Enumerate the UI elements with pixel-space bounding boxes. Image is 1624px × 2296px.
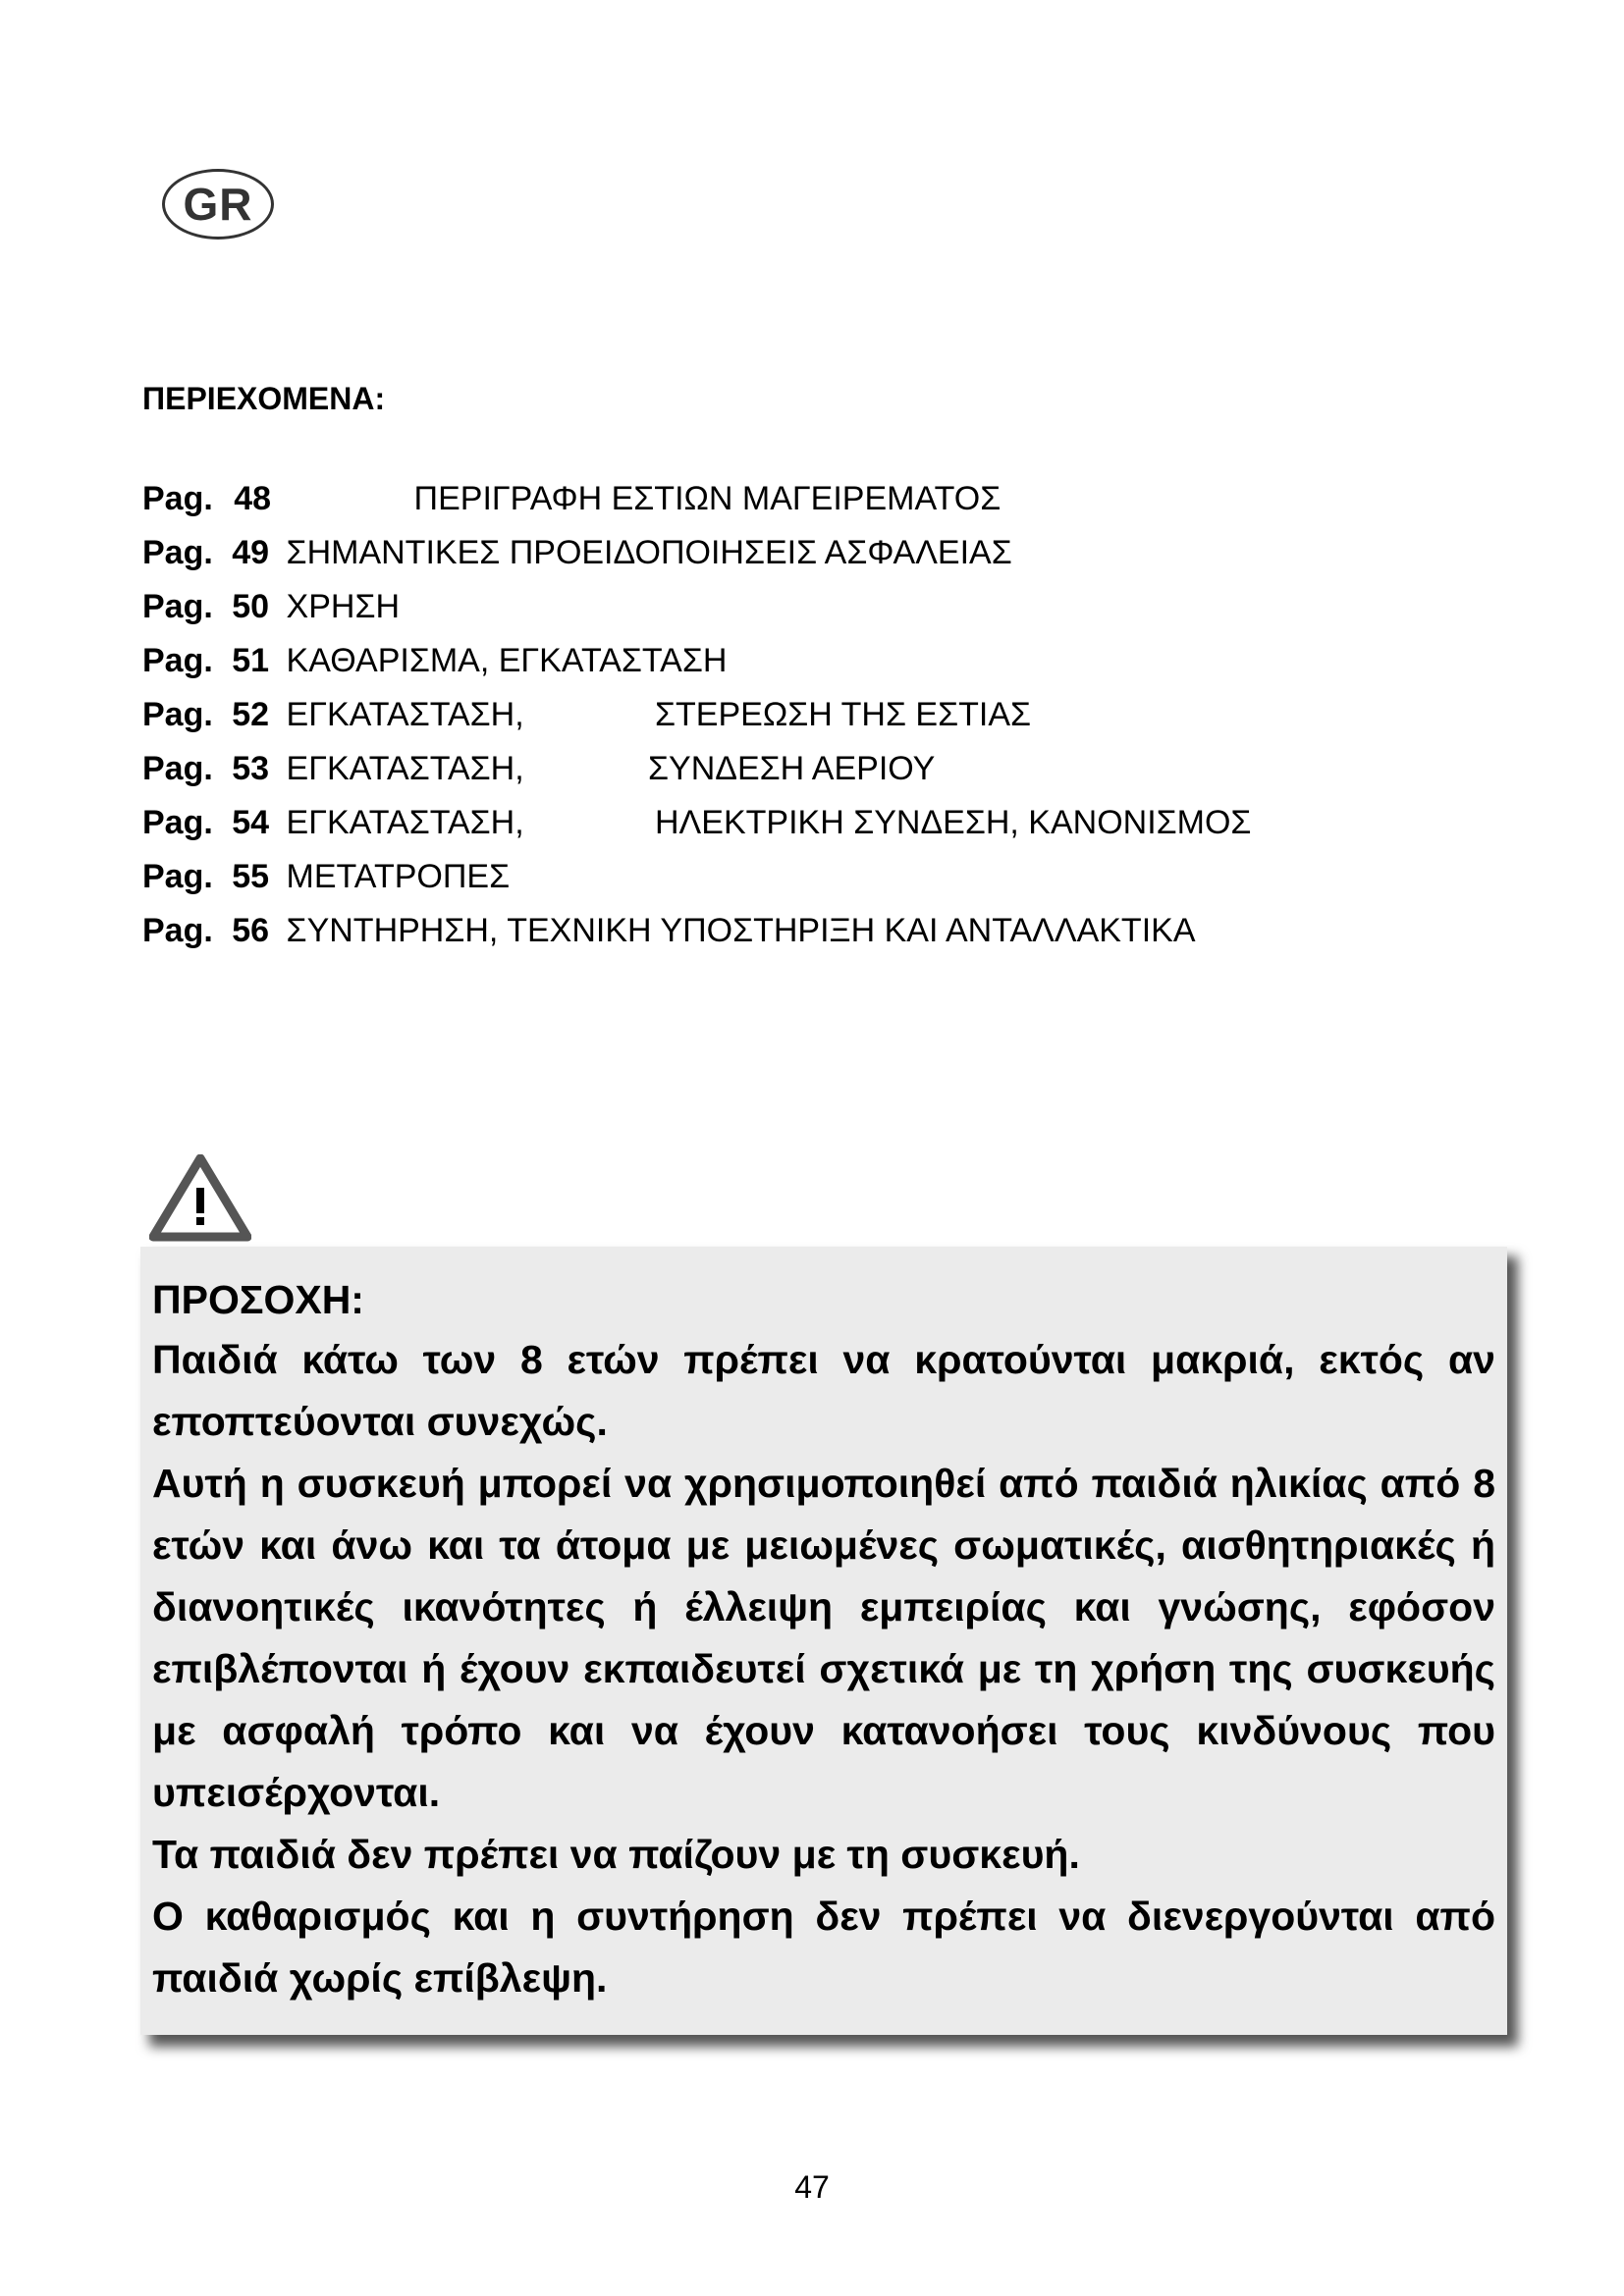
toc-pag-label: Pag. [142,642,213,679]
safety-notice [140,1247,1507,2035]
toc-entry-text: ΕΓΚΑΤΑΣΤΑΣΗ, [286,804,524,841]
page-number: 47 [794,2169,830,2205]
country-badge [162,169,274,240]
toc-page-number: 54 [232,804,270,841]
toc-entry-text: ΜΕΤΑΤΡΟΠΕΣ [286,858,511,895]
toc-entry-text: ΕΓΚΑΤΑΣΤΑΣΗ, [286,696,524,733]
toc-entry [142,587,400,626]
toc-page-number: 52 [232,696,270,733]
toc-pag-label: Pag. [142,588,213,625]
toc-entry [142,803,1252,842]
notice-paragraph: Αυτή η συσκευή μπορεί να χρησιμοποιηθεί από παιδιά ηλικίας από 8 ετών και άνω και τα άτομα με μειωμένες σωματικές, αισθητηριακές ή διανοητικές ικανότητες ή έλλειψη εμπειρίας και γνώσης, εφόσον επιβλέπονται ή έχουν εκπαιδευτεί σχετικά με τη χρήση της συσκευής με ασφαλή τρόπο και να έχουν κατανοήσει τους κινδύνους που υπεισέρχονται. [152,1461,1495,1815]
toc-entry [142,857,510,896]
toc-page-number: 55 [232,858,270,895]
toc-page-number: 48 [234,480,272,517]
toc-entry-text: ΠΕΡΙΓΡΑΦΗ ΕΣΤΙΩΝ ΜΑΓΕΙΡΕΜΑΤΟΣ [413,480,1001,517]
toc-entry [142,695,1032,734]
toc-entry-subtext: ΣΤΕΡΕΩΣΗ ΤΗΣ ΕΣΤΙΑΣ [655,696,1032,733]
toc-entry [142,641,727,680]
toc-pag-label: Pag. [142,534,213,571]
toc-entry [142,533,1012,572]
toc-pag-label: Pag. [142,858,213,895]
toc-entry-text: ΧΡΗΣΗ [286,588,401,625]
toc-pag-label: Pag. [142,804,213,841]
toc-entry-text: ΚΑΘΑΡΙΣΜΑ, ΕΓΚΑΤΑΣΤΑΣΗ [286,642,728,679]
toc-page-number: 56 [232,912,270,949]
toc-page-number: 49 [232,534,270,571]
toc-entry-text: ΣΗΜΑΝΤΙΚΕΣ ΠΡΟΕΙΔΟΠΟΙΗΣΕΙΣ ΑΣΦΑΛΕΙΑΣ [286,534,1012,571]
toc-entry-text: ΣΥΝΤΗΡΗΣΗ, ΤΕΧΝΙΚΗ ΥΠΟΣΤΗΡΙΞΗ ΚΑΙ ΑΝΤΑΛΛΑΚΤΙΚΑ [286,912,1196,949]
toc-entry-subtext: ΣΥΝΔΕΣΗ ΑΕΡΙΟΥ [648,750,936,787]
toc-entry-subtext: ΗΛΕΚΤΡΙΚΗ ΣΥΝΔΕΣΗ, ΚΑΝΟΝΙΣΜΟΣ [655,804,1252,841]
toc-entry-text: ΕΓΚΑΤΑΣΤΑΣΗ, [286,750,524,787]
notice-title: ΠΡΟΣΟΧΗ: [152,1277,364,1322]
toc-page-number: 50 [232,588,270,625]
toc-page-number: 51 [232,642,270,679]
notice-paragraph: Παιδιά κάτω των 8 ετών πρέπει να κρατούνται μακριά, εκτός αν εποπτεύονται συνεχώς. [152,1337,1495,1444]
country-badge-label: GR [183,179,253,230]
toc-title: ΠΕΡΙΕΧΟΜΕΝΑ: [142,381,386,416]
notice-paragraph: Ο καθαρισμός και η συντήρηση δεν πρέπει να διενεργούνται από παιδιά χωρίς επίβλεψη. [152,1894,1495,2001]
toc-entry [142,911,1196,950]
notice-paragraph: Τα παιδιά δεν πρέπει να παίζουν με τη συσκευή. [152,1832,1080,1877]
toc-page-number: 53 [232,750,270,787]
toc-pag-label: Pag. [142,912,213,949]
toc-entry [142,749,936,788]
warning-triangle-icon [149,1154,251,1243]
toc-pag-label: Pag. [142,750,213,787]
toc-entry [142,479,1001,518]
toc-pag-label: Pag. [142,696,213,733]
toc-pag-label: Pag. [142,480,213,517]
